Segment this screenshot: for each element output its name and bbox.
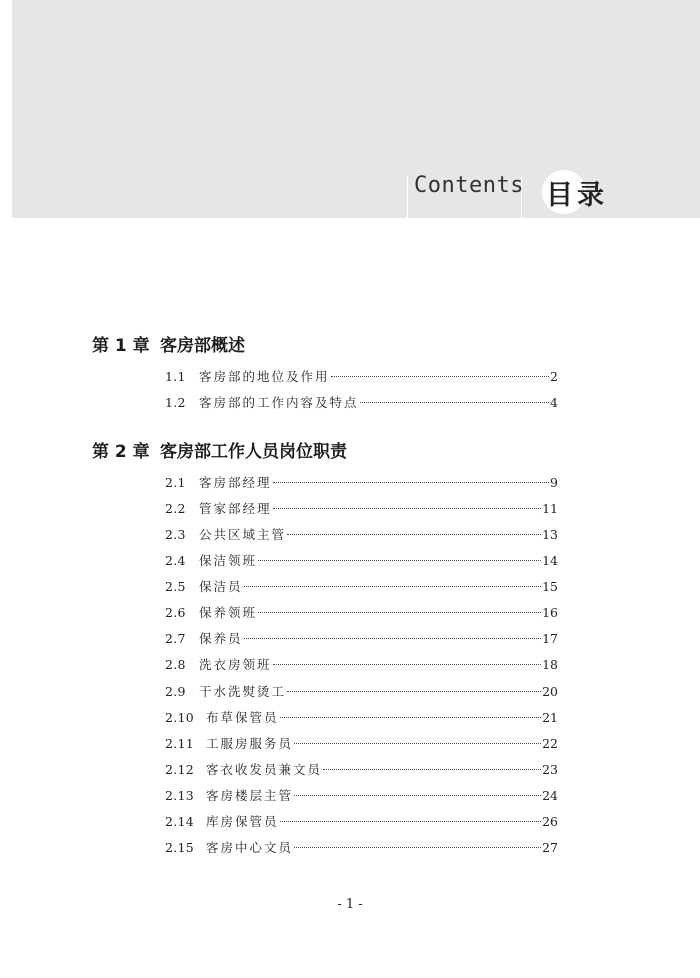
dot-leader [360,402,550,403]
page-number: 27 [542,840,558,855]
chapter-number: 第 2 章 [92,442,150,462]
page-number: 14 [542,553,558,568]
dot-leader [273,482,550,483]
page-number: 18 [542,657,558,672]
section-title: 客房部的工作内容及特点 [199,395,359,410]
toc-entry[interactable] [165,550,558,572]
section-number: 2.1 [165,475,186,490]
section-number: 1.2 [165,395,186,410]
section-number: 2.7 [165,631,186,646]
toc-entry[interactable] [165,602,558,624]
dot-leader [294,795,541,796]
toc-entry[interactable] [165,472,558,494]
dot-leader [280,717,542,718]
page-footer-number: - 1 - [337,897,363,912]
toc-entry[interactable] [165,707,558,729]
dot-leader [287,691,541,692]
toc-entry[interactable] [165,576,558,598]
banner-divider-left [407,176,408,218]
dot-leader [331,376,550,377]
page-number: 24 [542,788,558,803]
page-number: 23 [542,762,558,777]
section-title: 布草保管员 [206,710,279,725]
toc-entry[interactable] [165,759,558,781]
page-number: 2 [550,369,558,384]
toc-entry[interactable] [165,654,558,676]
section-title: 客房部经理 [199,475,272,490]
dot-leader [273,664,542,665]
dot-leader [258,612,541,613]
section-number: 2.15 [165,840,195,855]
section-title: 库房保管员 [206,814,279,829]
chapter-heading[interactable] [92,331,245,356]
dot-leader [244,638,542,639]
chapter-heading[interactable] [92,437,347,462]
toc-entry[interactable] [165,392,558,414]
page-number: 26 [542,814,558,829]
page-number: 20 [542,684,558,699]
section-number: 2.14 [165,814,195,829]
page-number: 15 [542,579,558,594]
section-number: 2.13 [165,788,195,803]
section-title: 保养员 [199,631,243,646]
toc-entry[interactable] [165,785,558,807]
section-title: 洗衣房领班 [199,657,272,672]
chapter-title: 客房部概述 [160,336,245,356]
dot-leader [294,743,541,744]
section-number: 2.9 [165,684,186,699]
toc-entry[interactable] [165,366,558,388]
chapter-title: 客房部工作人员岗位职责 [160,442,347,462]
section-number: 2.5 [165,579,186,594]
page-number: 13 [542,527,558,542]
dot-leader [280,821,542,822]
section-number: 2.11 [165,736,195,751]
section-title: 保洁员 [199,579,243,594]
section-number: 2.2 [165,501,186,516]
section-number: 2.8 [165,657,186,672]
section-title: 公共区域主管 [199,527,287,542]
section-number: 2.6 [165,605,186,620]
dot-leader [287,534,541,535]
toc-entry[interactable] [165,811,558,833]
section-title: 客房中心文员 [206,840,294,855]
section-title: 干水洗熨烫工 [199,684,287,699]
toc-entry[interactable] [165,837,558,859]
page-number: 16 [542,605,558,620]
section-title: 客房楼层主管 [206,788,294,803]
toc-entry[interactable] [165,498,558,520]
section-title: 保养领班 [199,605,258,620]
section-title: 工服房服务员 [206,736,294,751]
section-title: 客房部的地位及作用 [199,369,330,384]
page-number: 21 [542,710,558,725]
section-title: 保洁领班 [199,553,258,568]
page-number: 4 [550,395,558,410]
contents-heading: Contents [414,173,524,198]
dot-leader [323,769,541,770]
section-number: 2.3 [165,527,186,542]
section-title: 客衣收发员兼文员 [206,762,323,777]
dot-leader [273,508,542,509]
section-title: 管家部经理 [199,501,272,516]
section-number: 1.1 [165,369,186,384]
toc-entry[interactable] [165,524,558,546]
toc-entry[interactable] [165,733,558,755]
page-number: 22 [542,736,558,751]
toc-entry[interactable] [165,628,558,650]
page-number: 17 [542,631,558,646]
section-number: 2.10 [165,710,195,725]
chapter-number: 第 1 章 [92,336,150,356]
section-number: 2.4 [165,553,186,568]
dot-leader [244,586,542,587]
section-number: 2.12 [165,762,195,777]
page-number: 11 [542,501,558,516]
dot-leader [294,847,541,848]
dot-leader [258,560,541,561]
page-number: 9 [550,475,558,490]
mulu-heading: 目录 [546,180,608,211]
toc-entry[interactable] [165,681,558,703]
